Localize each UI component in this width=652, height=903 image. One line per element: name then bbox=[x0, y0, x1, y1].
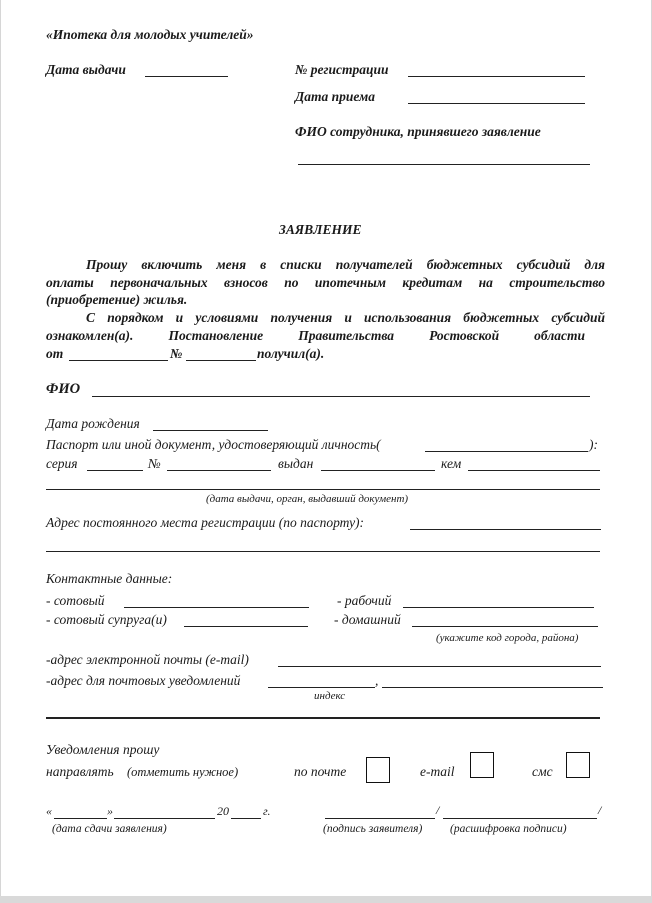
year-suffix: г. bbox=[263, 804, 271, 818]
statement-line-1: Прошу включить меня в списки получателей бюджетных субсидий для bbox=[86, 257, 605, 272]
signature-hint: (подпись заявителя) bbox=[323, 823, 423, 835]
birth-date-label: Дата рождения bbox=[46, 416, 140, 431]
receipt-date-field[interactable] bbox=[408, 103, 585, 104]
employee-field[interactable] bbox=[298, 164, 590, 165]
series-field[interactable] bbox=[87, 470, 143, 471]
page-bottom-edge bbox=[0, 896, 652, 903]
issuer-field[interactable] bbox=[468, 470, 600, 471]
address-label: Адрес постоянного места регистрации (по паспорту): bbox=[46, 515, 365, 530]
issue-date-label: Дата выдачи bbox=[46, 62, 126, 77]
contacts-title: Контактные данные: bbox=[46, 571, 173, 586]
employee-label: ФИО сотрудника, принявшего заявление bbox=[295, 124, 541, 139]
option-email-label: e-mail bbox=[420, 764, 455, 779]
option-mail-label: по почте bbox=[294, 764, 347, 779]
email-field[interactable] bbox=[278, 666, 601, 667]
postal-address-continued-field[interactable] bbox=[46, 717, 600, 719]
postal-address-field[interactable] bbox=[382, 687, 603, 688]
resolution-date-field[interactable] bbox=[69, 360, 168, 361]
postal-comma: , bbox=[375, 673, 379, 688]
registration-field[interactable] bbox=[408, 76, 585, 77]
statement-line-2: оплаты первоначальных взносов по ипотечным кредитам на строительство bbox=[46, 275, 605, 290]
resolution-received-label: получил(а). bbox=[257, 346, 325, 361]
issued-date-field[interactable] bbox=[321, 470, 435, 471]
resolution-number-field[interactable] bbox=[186, 360, 256, 361]
issuer-continued-field[interactable] bbox=[46, 489, 600, 490]
spouse-phone-field[interactable] bbox=[184, 626, 308, 627]
receipt-date-label: Дата приема bbox=[295, 89, 376, 104]
option-sms-label: смс bbox=[532, 764, 553, 779]
spouse-phone-label: - сотовый супруга(и) bbox=[46, 612, 167, 627]
resolution-number-label: № bbox=[170, 346, 183, 361]
date-quote-close: » bbox=[107, 804, 113, 818]
signature-field[interactable] bbox=[325, 818, 435, 819]
work-phone-label: - рабочий bbox=[337, 593, 392, 608]
notification-hint: (отметить нужное) bbox=[127, 765, 239, 779]
passport-type-field[interactable] bbox=[425, 451, 588, 452]
series-label: серия bbox=[46, 456, 78, 471]
birth-date-field[interactable] bbox=[153, 430, 268, 431]
passport-number-label: № bbox=[148, 456, 161, 471]
month-field[interactable] bbox=[114, 818, 215, 819]
registration-label: № регистрации bbox=[295, 62, 389, 77]
mobile-field[interactable] bbox=[124, 607, 309, 608]
sms-checkbox[interactable] bbox=[566, 752, 590, 778]
date-submission-hint: (дата сдачи заявления) bbox=[52, 823, 167, 835]
program-title: «Ипотека для молодых учителей» bbox=[46, 27, 254, 42]
passport-number-field[interactable] bbox=[167, 470, 271, 471]
statement-line-3: (приобретение) жилья. bbox=[46, 292, 188, 307]
code-hint: (укажите код города, района) bbox=[436, 632, 579, 644]
issue-hint: (дата выдачи, орган, выдавший документ) bbox=[206, 493, 409, 505]
index-hint: индекс bbox=[314, 690, 346, 702]
fio-field[interactable] bbox=[92, 396, 590, 397]
notification-label-direct: направлять bbox=[46, 764, 114, 779]
home-phone-label: - домашний bbox=[334, 612, 401, 627]
decode-hint: (расшифровка подписи) bbox=[450, 823, 567, 835]
statement-line-4: С порядком и условиями получения и использования бюджетных субсидий bbox=[86, 310, 605, 325]
year-field[interactable] bbox=[231, 818, 261, 819]
signature-slash-2: / bbox=[598, 803, 602, 817]
home-phone-field[interactable] bbox=[412, 626, 598, 627]
by-whom-label: кем bbox=[441, 456, 462, 471]
passport-close: ): bbox=[589, 437, 598, 452]
signature-slash-1: / bbox=[436, 803, 440, 817]
email-checkbox[interactable] bbox=[470, 752, 494, 778]
postal-address-label: -адрес для почтовых уведомлений bbox=[46, 673, 241, 688]
issued-label: выдан bbox=[278, 456, 314, 471]
date-quote-open: « bbox=[46, 804, 52, 818]
fio-label: ФИО bbox=[46, 381, 81, 397]
statement-line-5: ознакомлен(а). Постановление Правительства Ростовской области bbox=[46, 328, 585, 343]
statement-title: ЗАЯВЛЕНИЕ bbox=[279, 222, 362, 237]
issue-date-field[interactable] bbox=[145, 76, 228, 77]
resolution-from-label: от bbox=[46, 346, 64, 361]
notification-label: Уведомления прошу bbox=[46, 742, 160, 757]
work-phone-field[interactable] bbox=[403, 607, 594, 608]
address-field[interactable] bbox=[410, 529, 601, 530]
address-continued-field[interactable] bbox=[46, 551, 600, 552]
passport-label: Паспорт или иной документ, удостоверяющий личность( bbox=[46, 437, 381, 452]
email-label: -адрес электронной почты (e-mail) bbox=[46, 652, 249, 667]
signature-decode-field[interactable] bbox=[443, 818, 597, 819]
year-prefix: 20 bbox=[217, 804, 229, 818]
mail-checkbox[interactable] bbox=[366, 757, 390, 783]
mobile-label: - сотовый bbox=[46, 593, 105, 608]
postal-index-field[interactable] bbox=[268, 687, 375, 688]
day-field[interactable] bbox=[54, 818, 107, 819]
